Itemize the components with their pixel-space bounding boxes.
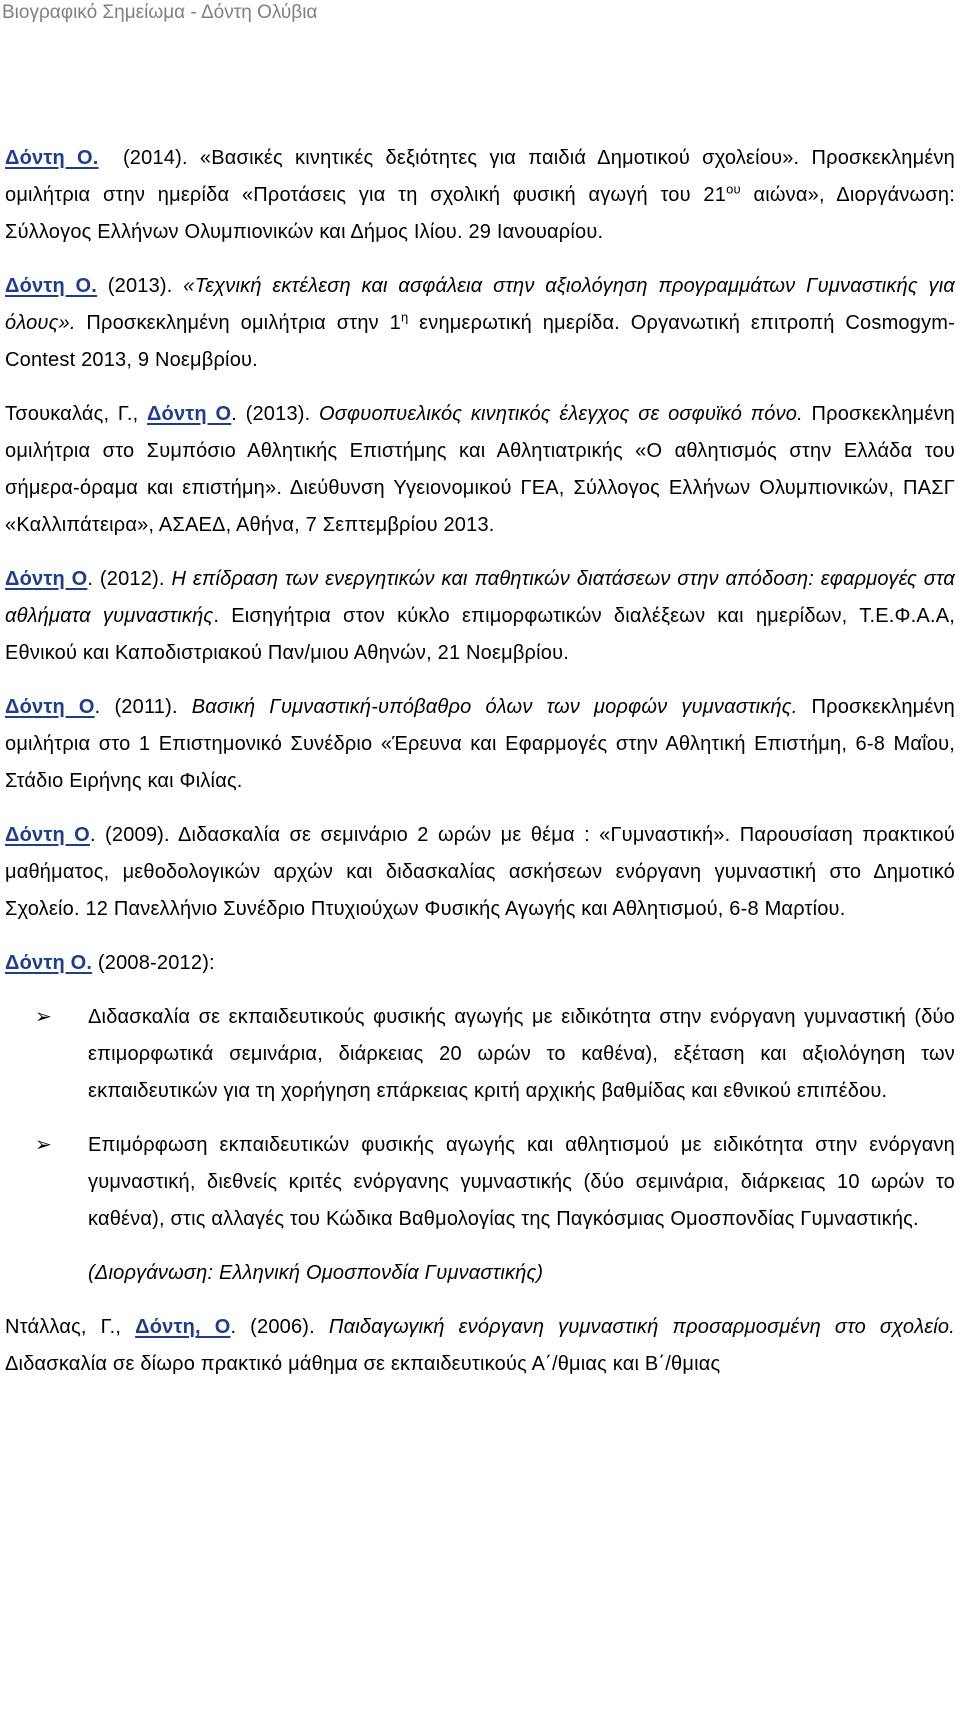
arrow-bullet-icon: ➢ bbox=[35, 1134, 52, 1156]
entry-2011 bbox=[5, 689, 955, 800]
entry-2006 bbox=[5, 1309, 955, 1383]
entry-2009 bbox=[5, 817, 955, 928]
entry-title: Βασική Γυμναστική-υπόβαθρο όλων των μορφών γυμναστικής. bbox=[191, 696, 798, 718]
entry-year: . (2009). bbox=[89, 824, 170, 846]
document-body bbox=[5, 140, 955, 1400]
entry-title: «Τεχνική εκτέλεση και ασφάλεια στην αξιολόγηση προγραμμάτων Γυμναστικής για όλους». bbox=[5, 275, 955, 334]
entry-year: . (2013). bbox=[231, 403, 311, 425]
list-item-text: Επιμόρφωση εκπαιδευτικών φυσικής αγωγής και αθλητισμού με ειδικότητα στην ενόργανη γυμναστική, διεθνείς κριτές ενόργανης γυμναστικής (δύο σεμινάρια, διάρκειας 10 ωρών το καθένα), στις αλλαγές του Κώδικα Βαθμολογίας της Παγκόσμιας Ομοσπονδίας Γυμναστικής. bbox=[88, 1134, 955, 1230]
organizer-note: (Διοργάνωση: Ελληνική Ομοσπονδία Γυμναστικής) bbox=[88, 1262, 544, 1284]
entry-text: Διδασκαλία σε δίωρο πρακτικό μάθημα σε εκπαιδευτικούς Α΄/θμιας και Β΄/θμιας bbox=[5, 1353, 721, 1375]
entry-text: Προσκεκλημένη ομιλήτρια στο 1 Επιστημονικό Συνέδριο «Έρευνα και Εφαρμογές στην Αθλητική Επιστήμη, 6-8 Μαΐου, Στάδιο Ειρήνης και Φιλίας. bbox=[5, 696, 956, 792]
list-item bbox=[5, 1127, 955, 1238]
entry-text: αιώνα», Διοργάνωση: Σύλλογος Ελλήνων Ολυμπιονικών και Δήμος Ιλίου. 29 Ιανουαρίου. bbox=[5, 184, 955, 243]
page-header: Βιογραφικό Σημείωμα - Δόντη Ολύβια bbox=[0, 0, 960, 28]
entry-text: Διδασκαλία σε σεμινάριο 2 ωρών με θέμα : «Γυμναστική». Παρουσίαση πρακτικού μαθήματος, μεθοδολογικών αρχών και διδασκαλίας ασκήσεων ενόργανη γυμναστική στο Δημοτικό Σχολείο. 12 Πανελλήνιο Συνέδριο Πτυχιούχων Φυσικής Αγωγής και Αθλητισμού, 6-8 Μαρτίου. bbox=[5, 824, 955, 920]
coauthor-name: Ντάλλας, Γ., bbox=[5, 1316, 136, 1338]
list-item-text: Διδασκαλία σε εκπαιδευτικούς φυσικής αγωγής με ειδικότητα στην ενόργανη γυμναστική (δύο επιμορφωτικά σεμινάρια, διάρκειας 20 ωρών το καθένα), εξέταση και αξιολόγηση των εκπαιδευτικών για τη χορήγηση επάρκειας κριτή αρχικής βαθμίδας και εθνικού επιπέδου. bbox=[88, 1006, 955, 1102]
coauthor-name: Τσουκαλάς, Γ., bbox=[5, 403, 147, 425]
entry-text: . Εισηγήτρια στον κύκλο επιμορφωτικών διαλέξεων και ημερίδων, Τ.Ε.Φ.Α.Α, Εθνικού και Καποδιστριακού Παν/μιου Αθηνών, 21 Νοεμβρίου. bbox=[5, 605, 956, 664]
entry-title: Παιδαγωγική ενόργανη γυμναστική προσαρμοσμένη στο σχολείο. bbox=[328, 1316, 955, 1338]
entry-text: ενημερωτική ημερίδα. Οργανωτική επιτροπή Cosmogym-Contest 2013, 9 Νοεμβρίου. bbox=[5, 312, 955, 371]
author-name: Δόντη Ο. bbox=[5, 147, 99, 169]
entry-year: . (2006). bbox=[230, 1316, 315, 1338]
list-item bbox=[5, 999, 955, 1110]
superscript: η bbox=[400, 309, 409, 325]
superscript: ου bbox=[726, 181, 741, 197]
entry-2013-a bbox=[5, 268, 955, 379]
entry-text: Προσκεκλημένη ομιλήτρια στην 1 bbox=[75, 312, 401, 334]
entry-title: Οσφυοπυελικός κινητικός έλεγχος σε οσφυϊκό πόνο. bbox=[319, 403, 803, 425]
activity-list bbox=[5, 999, 955, 1238]
entry-text: «Βασικές κινητικές δεξιότητες για παιδιά Δημοτικού σχολείου». Προσκεκλημένη ομιλήτρια στην ημερίδα «Προτάσεις για τη σχολική φυσική αγωγή του 21 bbox=[5, 147, 955, 206]
entry-year: . (2012). bbox=[87, 568, 165, 590]
entry-text: Προσκεκλημένη ομιλήτρια στο Συμπόσιο Αθλητικής Επιστήμης και Αθλητιατρικής «Ο αθλητισμός στην Ελλάδα του σήμερα-όραμα και επιστήμη». Διεύθυνση Υγειονομικού ΓΕΑ, Σύλλογος Ελλήνων Ολυμπιονικών, ΠΑΣΓ «Καλλιπάτειρα», ΑΣΑΕΔ, Αθήνα, 7 Σεπτεμβρίου 2013. bbox=[5, 403, 955, 536]
author-name: Δόντη, Ο bbox=[135, 1316, 231, 1338]
entry-2008-2012 bbox=[5, 945, 955, 982]
entry-2012 bbox=[5, 561, 955, 672]
author-name: Δόντη Ο bbox=[5, 568, 88, 590]
arrow-bullet-icon: ➢ bbox=[35, 1006, 52, 1028]
entry-year: (2008-2012): bbox=[92, 952, 215, 974]
entry-year: (2013). bbox=[107, 275, 173, 297]
author-name: Δόντη Ο. bbox=[5, 275, 98, 297]
author-name: Δόντη Ο. bbox=[5, 952, 93, 974]
entry-year bbox=[99, 147, 123, 169]
author-name: Δόντη Ο bbox=[5, 824, 90, 846]
author-name: Δόντη Ο bbox=[146, 403, 232, 425]
entry-year: . (2011). bbox=[94, 696, 178, 718]
entry-year: (2014). bbox=[122, 147, 188, 169]
author-name: Δόντη Ο bbox=[5, 696, 95, 718]
entry-2013-b bbox=[5, 396, 955, 544]
entry-2014 bbox=[5, 140, 955, 251]
entry-title: Η επίδραση των ενεργητικών και παθητικών διατάσεων στην απόδοση: εφαρμογές στα αθλήματα γυμναστικής bbox=[5, 568, 955, 627]
